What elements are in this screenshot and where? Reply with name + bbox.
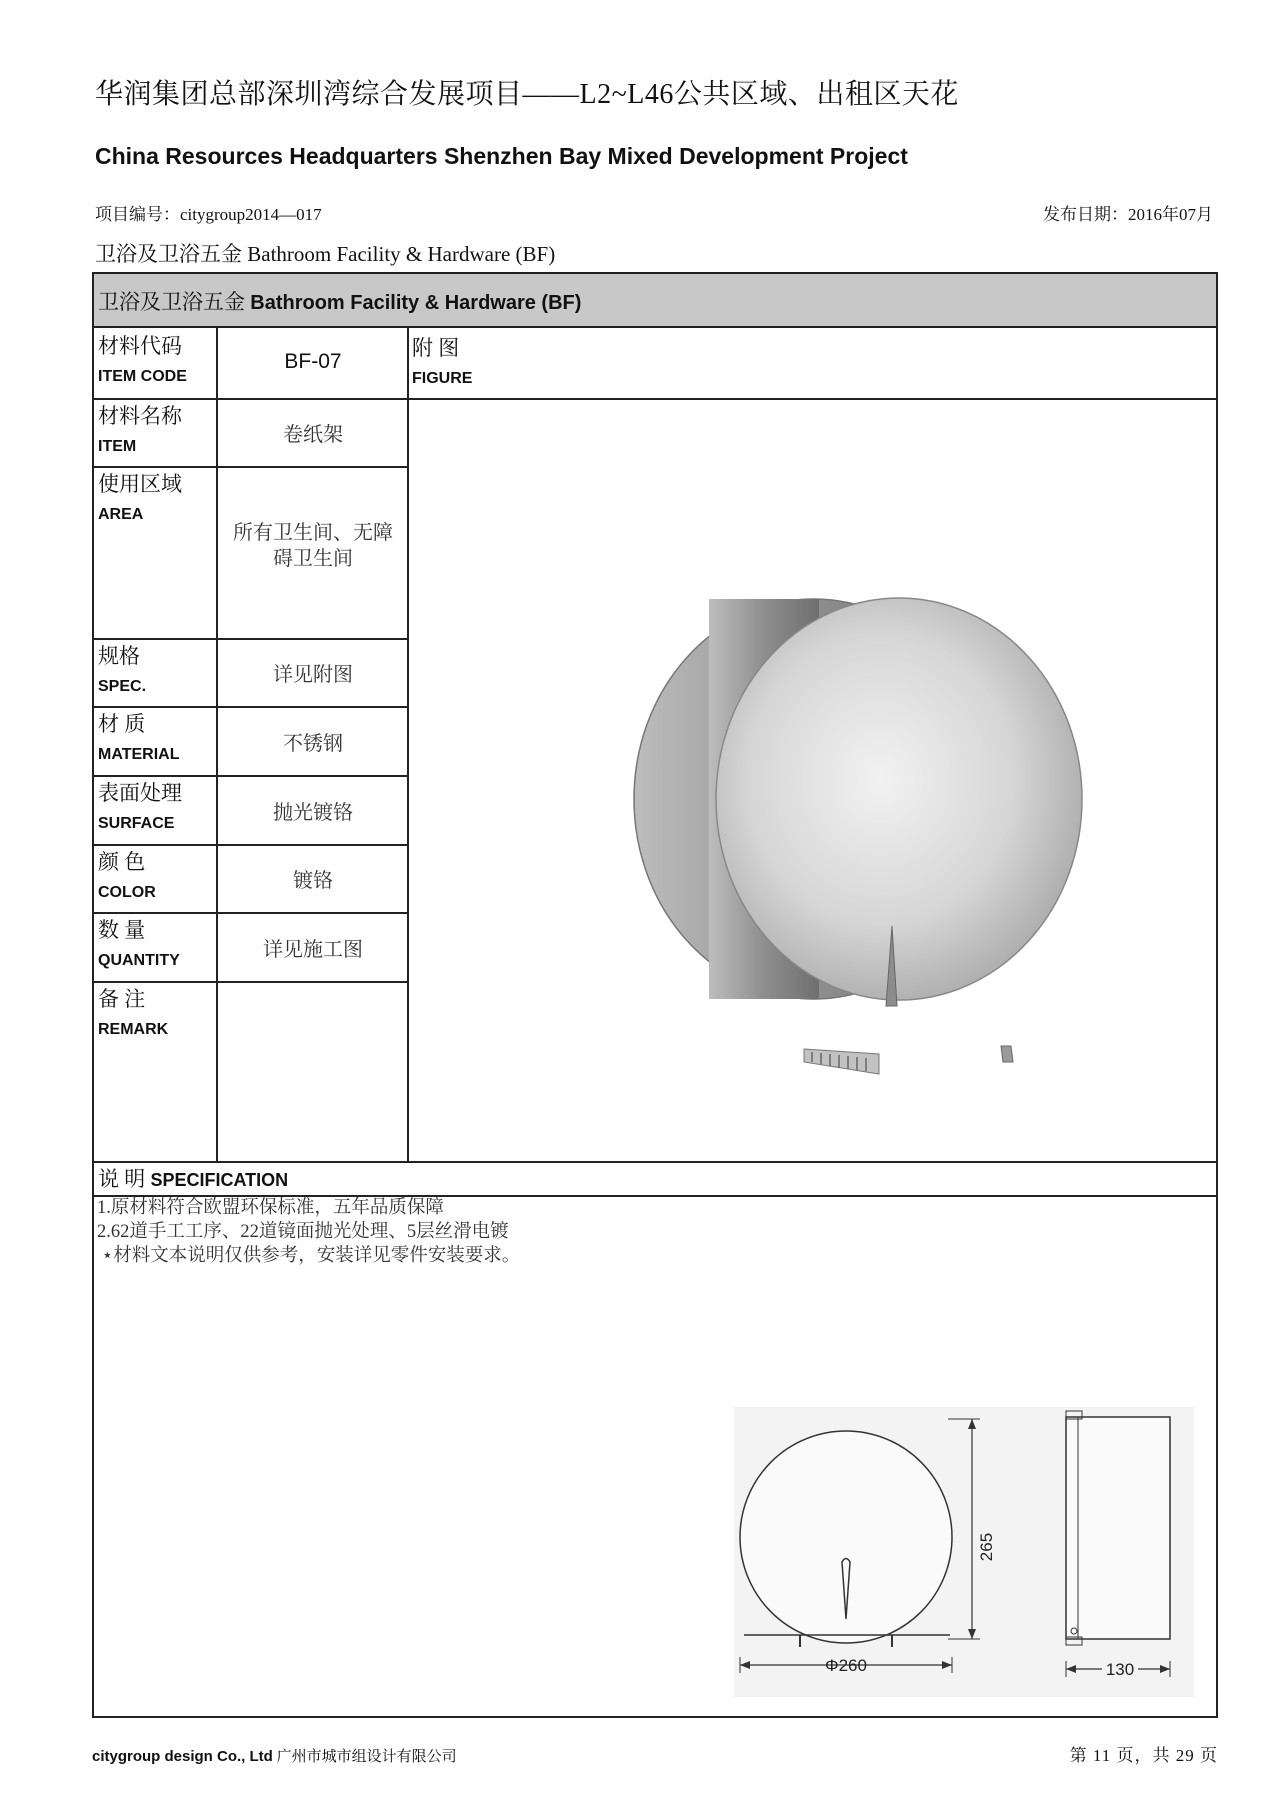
spec-value: 详见附图 — [273, 664, 353, 686]
spec-sheet-table — [92, 272, 1218, 1718]
item-name-value: 卷纸架 — [283, 424, 343, 446]
sheet-heading-en: Bathroom Facility & Hardware (BF) — [250, 292, 582, 314]
footer-company: citygroup design Co., Ltd 广州市城市组设计有限公司 — [92, 1748, 457, 1765]
height-dimension-label: 265 — [977, 1532, 996, 1562]
figure-label: 附 图 FIGURE — [412, 336, 473, 387]
spec-line: 1.原材料符合欧盟环保标准，五年品质保障 — [97, 1198, 444, 1218]
sheet-heading-cn: 卫浴及卫浴五金 — [98, 290, 251, 314]
sheet-heading — [94, 274, 1216, 328]
row-label-surface: 表面处理 SURFACE — [98, 781, 182, 832]
diameter-dimension-label: Φ260 — [825, 1656, 867, 1675]
section-caption: 卫浴及卫浴五金 Bathroom Facility & Hardware (BF) — [95, 242, 556, 266]
row-label-material: 材 质 MATERIAL — [98, 712, 180, 763]
depth-dimension-label: 130 — [1105, 1660, 1135, 1679]
product-photo — [609, 584, 1129, 1089]
specification-notes — [97, 1196, 520, 1268]
row-label-color: 颜 色 COLOR — [98, 850, 156, 901]
material-value: 不锈钢 — [283, 733, 343, 755]
row-label-area: 使用区域 AREA — [98, 472, 182, 523]
row-label-spec: 规格 SPEC. — [98, 644, 147, 695]
row-label-remark: 备 注 REMARK — [98, 987, 169, 1038]
publish-date: 发布日期：2016年07月 — [1043, 205, 1213, 224]
quantity-value: 详见施工图 — [263, 939, 363, 961]
item-code-value: BF-07 — [284, 350, 342, 373]
area-value: 所有卫生间、无障碍卫生间 — [233, 522, 393, 570]
specification-heading: 说 明 SPECIFICATION — [98, 1167, 289, 1191]
row-label-item-code: 材料代码 ITEM CODE — [98, 334, 187, 385]
grid-divider — [94, 398, 1216, 400]
spec-line: 2.62道手工工序、22道镜面抛光处理、5层丝滑电镀 — [97, 1222, 509, 1242]
document-title-cn: 华润集团总部深圳湾综合发展项目——L2~L46公共区域、出租区天花 — [95, 79, 959, 110]
row-label-item: 材料名称 ITEM — [98, 404, 182, 455]
page-number: 第 11 页，共 29 页 — [1069, 1746, 1218, 1765]
document-title-en: China Resources Headquarters Shenzhen Bay Mixed Development Project — [95, 143, 908, 169]
project-number: 项目编号：citygroup2014—017 — [95, 205, 322, 224]
color-value: 镀铬 — [293, 870, 333, 892]
spec-line: ⋆材料文本说明仅供参考，安装详见零件安装要求。 — [97, 1246, 521, 1266]
dimension-drawing — [734, 1407, 1194, 1697]
row-label-quantity: 数 量 QUANTITY — [98, 918, 180, 969]
surface-value: 抛光镀铬 — [273, 802, 353, 824]
